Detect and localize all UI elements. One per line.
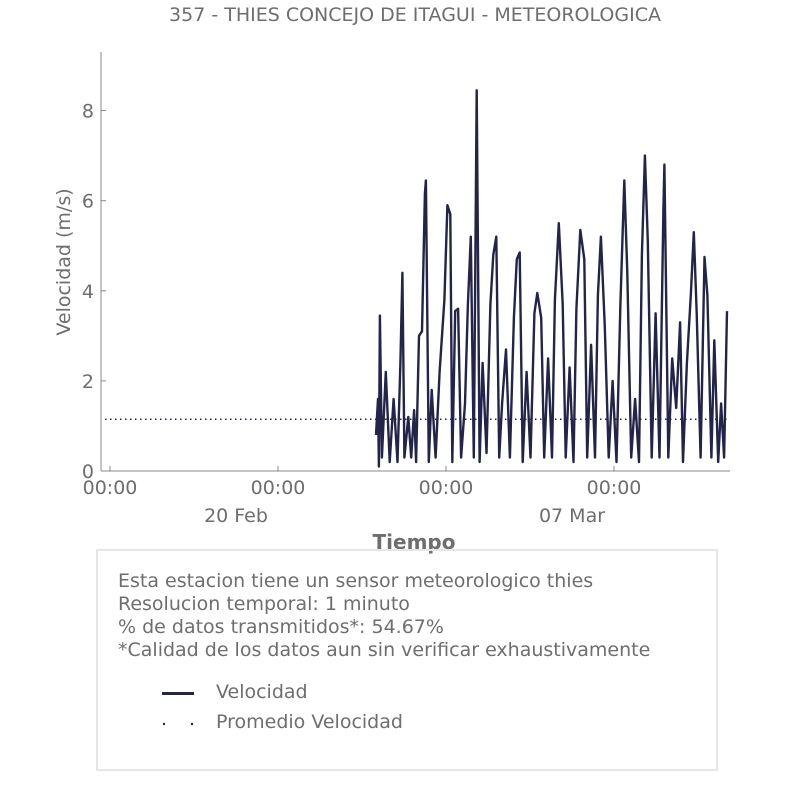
info-line-transmitted: % de datos transmitidos*: 54.67% [118,616,444,638]
legend-swatch-dotted [162,721,202,727]
y-tick-label: 6 [81,190,94,213]
info-box [96,549,718,771]
y-tick-label: 8 [81,100,94,123]
legend-label-velocidad: Velocidad [216,681,308,703]
x-ticks [83,466,642,527]
x-tick-label-date: 07 Mar [538,505,606,527]
x-tick-label-time: 00:00 [418,477,474,499]
y-tick-label: 4 [81,280,94,303]
info-line-quality: *Calidad de los datos aun sin verificar exhaustivamente [118,639,651,661]
series-line-velocidad [376,90,727,466]
x-tick-label-time: 00:00 [586,477,642,499]
x-tick-label-time: 00:00 [82,477,138,499]
x-axis-label: Tiempo [372,530,456,554]
legend-label-promedio: Promedio Velocidad [216,711,403,733]
chart-title: 357 - THIES CONCEJO DE ITAGUI - METEOROLOGICA [169,4,661,26]
y-tick-label: 2 [81,370,94,393]
x-tick-label-date: 20 Feb [204,505,268,527]
x-tick-label-time: 00:00 [250,477,306,499]
info-line-resolution: Resolucion temporal: 1 minuto [118,593,410,615]
y-axis-label: Velocidad (m/s) [53,188,75,336]
info-line-sensor: Esta estacion tiene un sensor meteorologico thies [118,570,594,592]
y-ticks [82,101,106,483]
legend-swatch-solid [162,692,194,695]
y-tick-label: 0 [81,461,94,483]
